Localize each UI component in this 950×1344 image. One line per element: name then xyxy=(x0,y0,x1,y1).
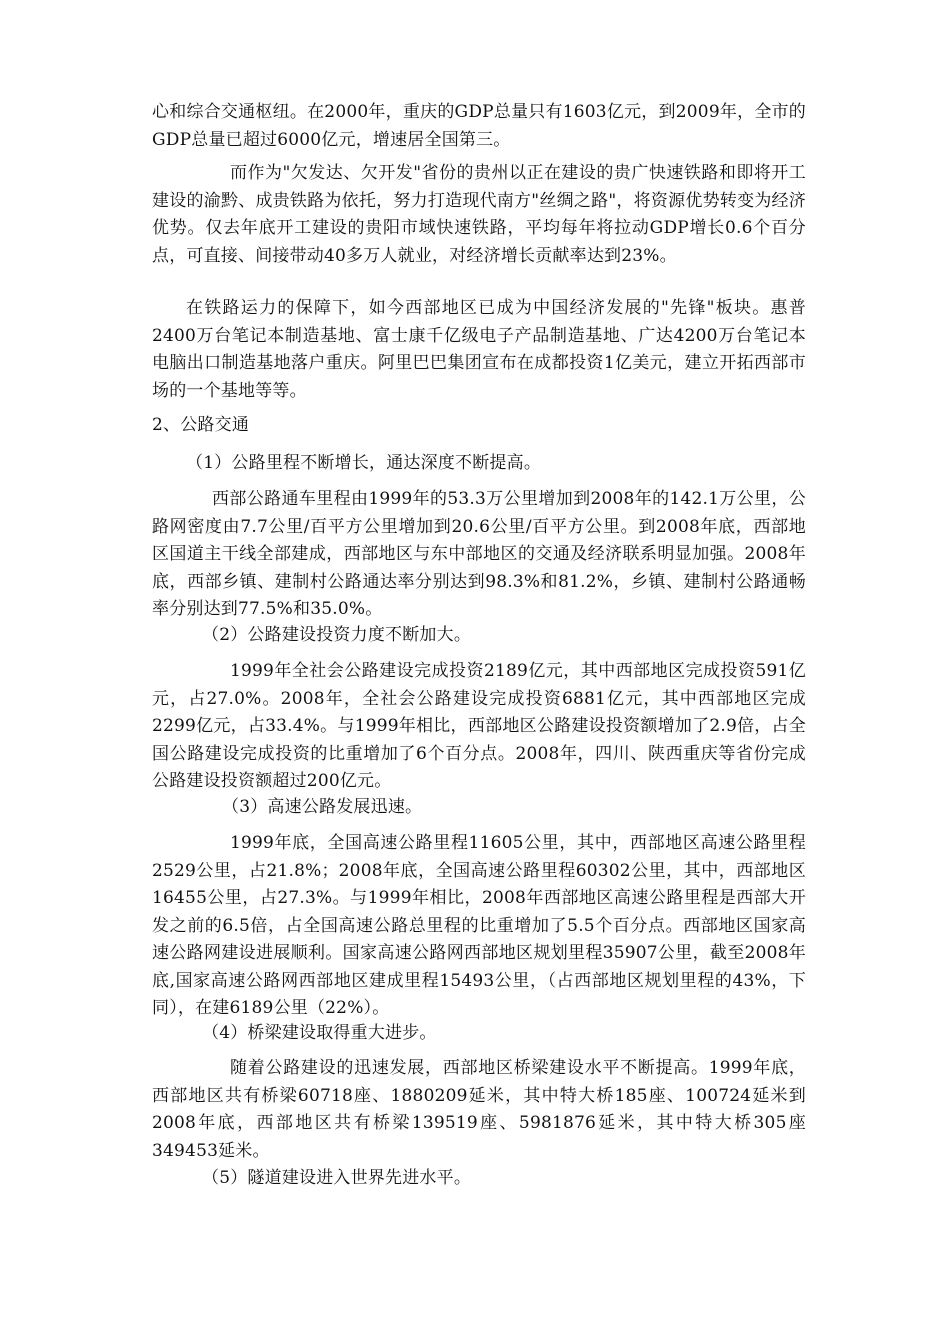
paragraph-guizhou: 而作为"欠发达、欠开发"省份的贵州以正在建设的贵广快速铁路和即将开工建设的渝黔、成贵铁路为依托，努力打造现代南方"丝绸之路"，将资源优势转变为经济优势。仅去年底开工建设的贵阳市域快速铁路，平均每年将拉动GDP增长0.6个百分点，可直接、间接带动40多万人就业，对经济增长贡献率达到23%。 xyxy=(152,163,806,266)
subheading-investment: （2）公路建设投资力度不断加大。 xyxy=(202,625,472,645)
paragraph-highway-mileage: 西部公路通车里程由1999年的53.3万公里增加到2008年的142.1万公里，公路网密度由7.7公里/百平方公里增加到20.6公里/百平方公里。到2008年底，西部地区国道主干线全部建成，西部地区与东中部地区的交通及经济联系明显加强。2008年底，西部乡镇、建制村公路通达率分别达到98.3%和81.2%，乡镇、建制村公路通畅率分别达到77.5%和35.0%。 xyxy=(152,489,806,619)
subheading-expressway: （3）高速公路发展迅速。 xyxy=(222,797,423,817)
subheading-bridges: （4）桥梁建设取得重大进步。 xyxy=(202,1023,437,1043)
subheading-tunnels: （5）隧道建设进入世界先进水平。 xyxy=(202,1168,472,1188)
paragraph-expressway: 1999年底，全国高速公路里程11605公里，其中，西部地区高速公路里程2529公里，占21.8%；2008年底，全国高速公路里程60302公里，其中，西部地区16455公里，占27.3%。与1999年相比，2008年西部地区高速公路里程是西部大开发之前的6.5倍，占全国高速公路总里程的比重增加了5.5个百分点。西部地区国家高速公路网建设进展顺利。国家高速公路网西部地区规划里程35907公里，截至2008年底,国家高速公路网西部地区建成里程15493公里，（占西部地区规划里程的43%，下同），在建6189公里（22%）。 xyxy=(152,833,806,1018)
paragraph-bridges: 随着公路建设的迅速发展，西部地区桥梁建设水平不断提高。1999年底，西部地区共有桥梁60718座、1880209延米，其中特大桥185座、100724延米到2008年底，西部地区共有桥梁139519座、5981876延米，其中特大桥305座349453延米。 xyxy=(152,1058,806,1161)
subheading-highway-mileage: （1）公路里程不断增长，通达深度不断提高。 xyxy=(186,453,542,473)
paragraph-railway-capacity: 在铁路运力的保障下，如今西部地区已成为中国经济发展的"先锋"板块。惠普2400万台笔记本制造基地、富士康千亿级电子产品制造基地、广达4200万台笔记本电脑出口制造基地落户重庆。阿里巴巴集团宣布在成都投资1亿美元，建立开拓西部市场的一个基地等等。 xyxy=(152,298,806,401)
paragraph-chongqing-gdp: 心和综合交通枢纽。在2000年，重庆的GDP总量只有1603亿元，到2009年，全市的GDP总量已超过6000亿元，增速居全国第三。 xyxy=(152,102,806,150)
paragraph-investment: 1999年全社会公路建设完成投资2189亿元，其中西部地区完成投资591亿元，占27.0%。2008年，全社会公路建设完成投资6881亿元，其中西部地区完成2299亿元，占33.4%。与1999年相比，西部地区公路建设投资额增加了2.9倍，占全国公路建设完成投资的比重增加了6个百分点。2008年，四川、陕西重庆等省份完成公路建设投资额超过200亿元。 xyxy=(152,661,806,791)
section-heading-highway: 2、公路交通 xyxy=(152,415,250,435)
